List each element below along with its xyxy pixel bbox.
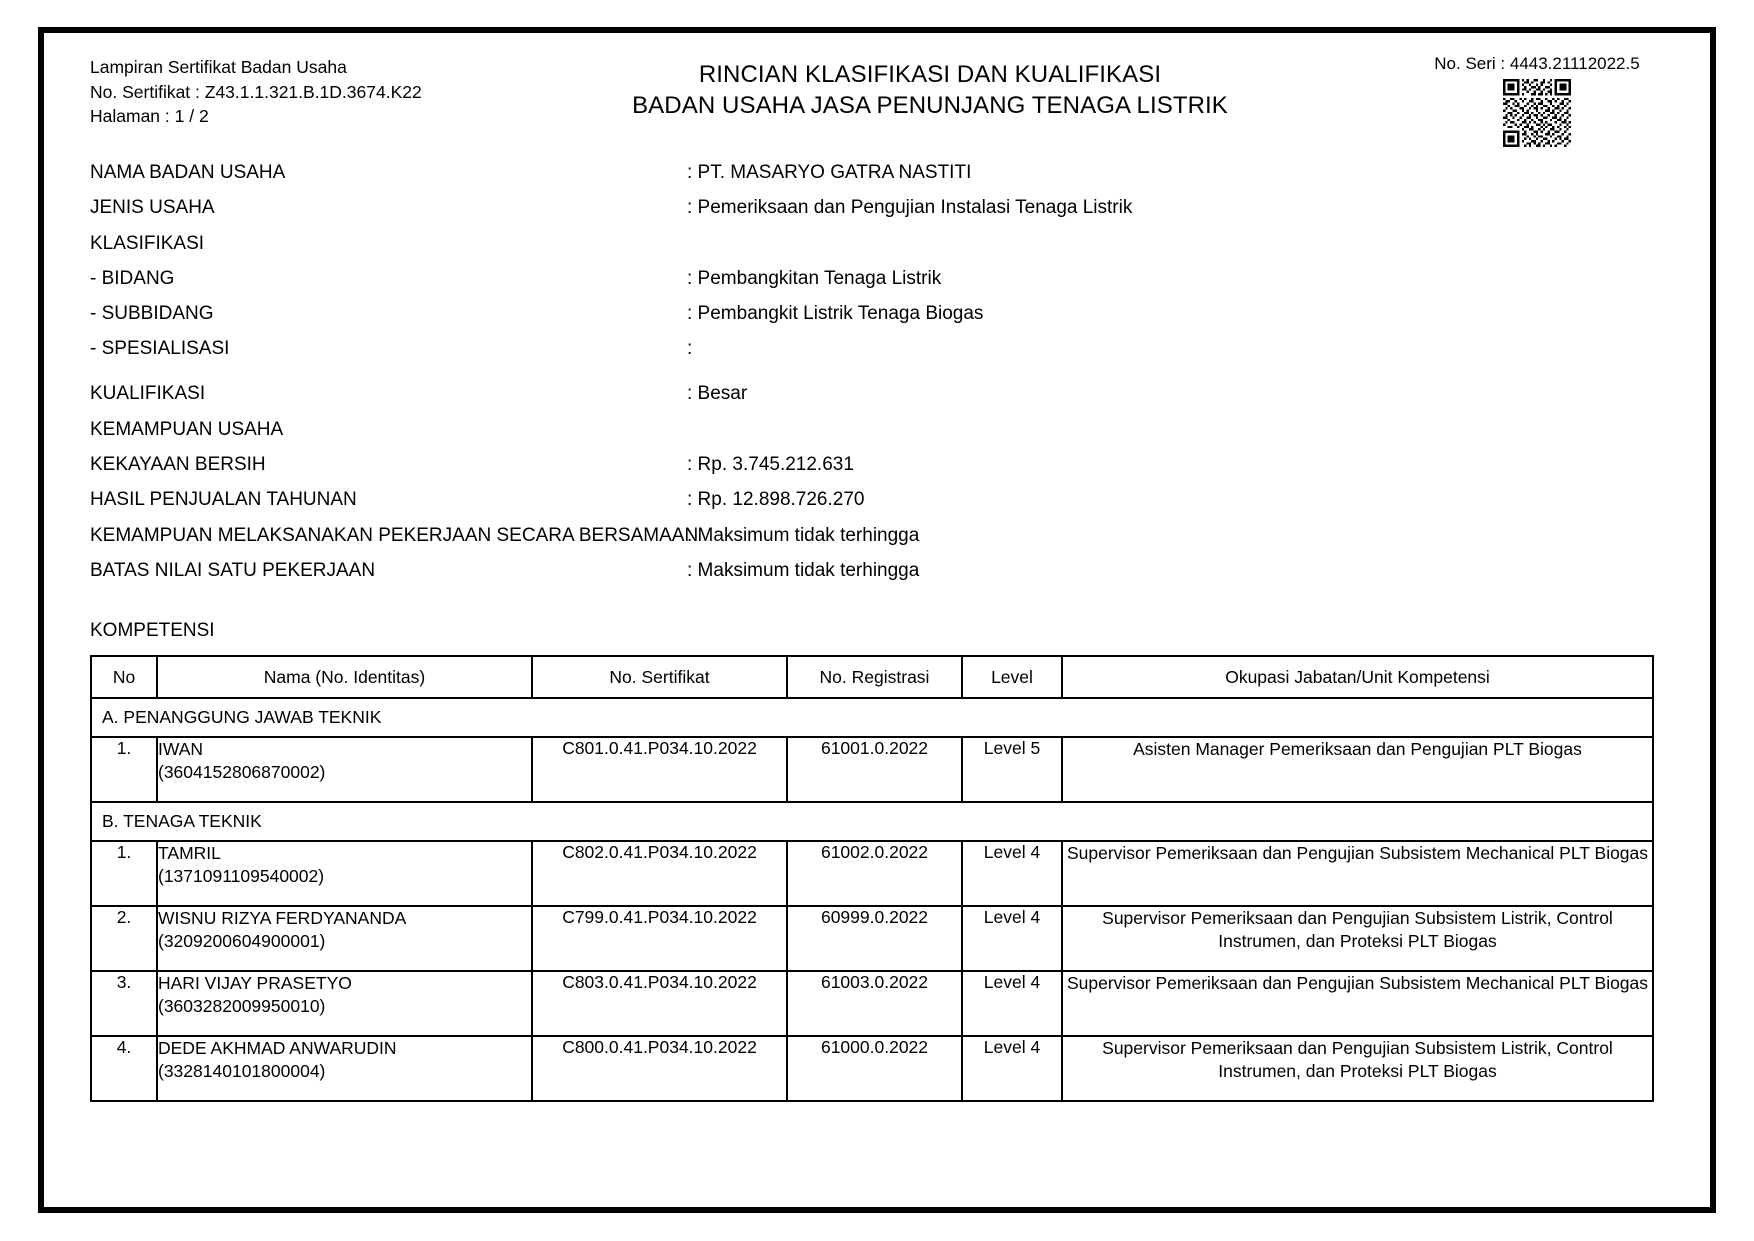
cell-nama bbox=[157, 906, 532, 971]
business-info-list bbox=[90, 155, 1680, 588]
cell-level: Level 4 bbox=[962, 841, 1062, 906]
kompetensi-table bbox=[90, 655, 1654, 1102]
info-label: - SPESIALISASI bbox=[90, 338, 230, 360]
person-identity: (3604152806870002) bbox=[158, 762, 326, 783]
table-row bbox=[91, 737, 1653, 802]
page-title-line-1: RINCIAN KLASIFIKASI DAN KUALIFIKASI bbox=[698, 61, 1162, 88]
cell-level: Level 4 bbox=[962, 1036, 1062, 1101]
col-header-nama: Nama (No. Identitas) bbox=[157, 656, 532, 698]
info-label: KEMAMPUAN USAHA bbox=[90, 418, 284, 440]
table-section-header bbox=[91, 802, 1653, 841]
info-row-kemampuan-bersamaan bbox=[90, 518, 1680, 553]
info-label: BATAS NILAI SATU PEKERJAAN bbox=[90, 559, 376, 581]
cell-no-registrasi: 61000.0.2022 bbox=[787, 1036, 962, 1101]
page-title bbox=[560, 59, 1300, 121]
info-row-nama-badan-usaha bbox=[90, 155, 1680, 190]
info-row-kemampuan-usaha bbox=[90, 412, 1680, 447]
page-number: Halaman : 1 / 2 bbox=[90, 106, 209, 126]
info-row-jenis-usaha bbox=[90, 190, 1680, 225]
info-label: KEMAMPUAN MELAKSANAKAN PEKERJAAN SECARA BERSAMAAN bbox=[90, 524, 699, 546]
cell-okupasi: Supervisor Pemeriksaan dan Pengujian Subsistem Listrik, Control Instrumen, dan Proteksi PLT Biogas bbox=[1062, 906, 1653, 971]
info-value: : Pemeriksaan dan Pengujian Instalasi Tenaga Listrik bbox=[687, 197, 1133, 219]
info-row-kekayaan-bersih bbox=[90, 447, 1680, 482]
header-right-block bbox=[1402, 53, 1672, 147]
cell-level: Level 4 bbox=[962, 971, 1062, 1036]
cell-no: 2. bbox=[91, 906, 157, 971]
cell-okupasi: Supervisor Pemeriksaan dan Pengujian Subsistem Mechanical PLT Biogas bbox=[1062, 971, 1653, 1036]
info-label: KUALIFIKASI bbox=[90, 383, 206, 405]
page-title-line-2: BADAN USAHA JASA PENUNJANG TENAGA LISTRIK bbox=[632, 92, 1228, 119]
col-header-level: Level bbox=[962, 656, 1062, 698]
section-label-tenaga-teknik: B. TENAGA TEKNIK bbox=[91, 802, 1653, 841]
info-label: - SUBBIDANG bbox=[90, 303, 214, 325]
attachment-title: Lampiran Sertifikat Badan Usaha bbox=[90, 57, 347, 77]
table-row bbox=[91, 841, 1653, 906]
info-value: : Pembangkit Listrik Tenaga Biogas bbox=[687, 303, 984, 325]
table-body bbox=[91, 698, 1653, 1101]
table-row bbox=[91, 971, 1653, 1036]
cell-nama bbox=[157, 971, 532, 1036]
document-frame bbox=[38, 27, 1716, 1213]
cell-no-registrasi: 61003.0.2022 bbox=[787, 971, 962, 1036]
info-row-bidang bbox=[90, 261, 1680, 296]
info-label: KLASIFIKASI bbox=[90, 232, 205, 254]
col-header-okupasi: Okupasi Jabatan/Unit Kompetensi bbox=[1062, 656, 1653, 698]
info-row-subbidang bbox=[90, 296, 1680, 331]
col-header-no-sertifikat: No. Sertifikat bbox=[532, 656, 787, 698]
certificate-number: No. Sertifikat : Z43.1.1.321.B.1D.3674.K22 bbox=[90, 81, 422, 102]
cell-no-sertifikat: C802.0.41.P034.10.2022 bbox=[532, 841, 787, 906]
cell-okupasi: Supervisor Pemeriksaan dan Pengujian Subsistem Listrik, Control Instrumen, dan Proteksi PLT Biogas bbox=[1062, 1036, 1653, 1101]
person-name: IWAN bbox=[158, 739, 204, 760]
cell-level: Level 4 bbox=[962, 906, 1062, 971]
col-header-no-registrasi: No. Registrasi bbox=[787, 656, 962, 698]
document-header bbox=[90, 51, 1680, 137]
cell-nama bbox=[157, 737, 532, 802]
info-row-spesialisasi bbox=[90, 331, 1680, 376]
info-row-batas-nilai-satu-pekerjaan bbox=[90, 553, 1680, 588]
info-value: : Rp. 3.745.212.631 bbox=[687, 454, 854, 476]
cell-no: 4. bbox=[91, 1036, 157, 1101]
info-value: : PT. MASARYO GATRA NASTITI bbox=[687, 162, 972, 183]
info-value: : Maksimum tidak terhingga bbox=[687, 524, 920, 546]
cell-level: Level 5 bbox=[962, 737, 1062, 802]
info-label: - BIDANG bbox=[90, 267, 175, 289]
info-value: : Maksimum tidak terhingga bbox=[687, 559, 920, 581]
header-left-block bbox=[90, 55, 422, 129]
cell-nama bbox=[157, 1036, 532, 1101]
cell-no-sertifikat: C799.0.41.P034.10.2022 bbox=[532, 906, 787, 971]
cell-okupasi: Asisten Manager Pemeriksaan dan Pengujian PLT Biogas bbox=[1062, 737, 1653, 802]
info-row-kualifikasi bbox=[90, 376, 1680, 411]
serial-number: No. Seri : 4443.21112022.5 bbox=[1434, 54, 1640, 73]
cell-no-sertifikat: C800.0.41.P034.10.2022 bbox=[532, 1036, 787, 1101]
info-value: : Pembangkitan Tenaga Listrik bbox=[687, 267, 942, 289]
cell-no: 3. bbox=[91, 971, 157, 1036]
person-name: HARI VIJAY PRASETYO bbox=[158, 973, 352, 994]
info-label: KEKAYAAN BERSIH bbox=[90, 454, 266, 476]
cell-no: 1. bbox=[91, 737, 157, 802]
qr-code-icon bbox=[1503, 79, 1571, 147]
info-value: : bbox=[687, 338, 693, 360]
cell-no-registrasi: 60999.0.2022 bbox=[787, 906, 962, 971]
cell-no-registrasi: 61002.0.2022 bbox=[787, 841, 962, 906]
table-section-header bbox=[91, 698, 1653, 737]
info-label: JENIS USAHA bbox=[90, 197, 215, 219]
cell-okupasi: Supervisor Pemeriksaan dan Pengujian Subsistem Mechanical PLT Biogas bbox=[1062, 841, 1653, 906]
person-name: DEDE AKHMAD ANWARUDIN bbox=[158, 1038, 397, 1059]
person-identity: (1371091109540002) bbox=[158, 866, 325, 887]
kompetensi-heading: KOMPETENSI bbox=[90, 620, 215, 642]
cell-no-sertifikat: C803.0.41.P034.10.2022 bbox=[532, 971, 787, 1036]
info-label: HASIL PENJUALAN TAHUNAN bbox=[90, 489, 357, 511]
info-row-hasil-penjualan-tahunan bbox=[90, 482, 1680, 517]
info-row-klasifikasi bbox=[90, 226, 1680, 261]
info-value: : Rp. 12.898.726.270 bbox=[687, 489, 865, 511]
table-header-row bbox=[91, 656, 1653, 698]
cell-nama bbox=[157, 841, 532, 906]
info-label: NAMA BADAN USAHA bbox=[90, 162, 286, 183]
document-content bbox=[90, 51, 1680, 1197]
person-identity: (3328140101800004) bbox=[158, 1061, 326, 1082]
person-identity: (3209200604900001) bbox=[158, 931, 326, 952]
table-row bbox=[91, 1036, 1653, 1101]
person-name: TAMRIL bbox=[158, 843, 221, 864]
cell-no-registrasi: 61001.0.2022 bbox=[787, 737, 962, 802]
person-identity: (3603282009950010) bbox=[158, 996, 326, 1017]
section-label-penanggung-jawab-teknik: A. PENANGGUNG JAWAB TEKNIK bbox=[91, 698, 1653, 737]
cell-no: 1. bbox=[91, 841, 157, 906]
info-value: : Besar bbox=[687, 383, 748, 405]
table-header bbox=[91, 656, 1653, 698]
col-header-no: No bbox=[91, 656, 157, 698]
cell-no-sertifikat: C801.0.41.P034.10.2022 bbox=[532, 737, 787, 802]
table-row bbox=[91, 906, 1653, 971]
person-name: WISNU RIZYA FERDYANANDA bbox=[158, 908, 407, 929]
